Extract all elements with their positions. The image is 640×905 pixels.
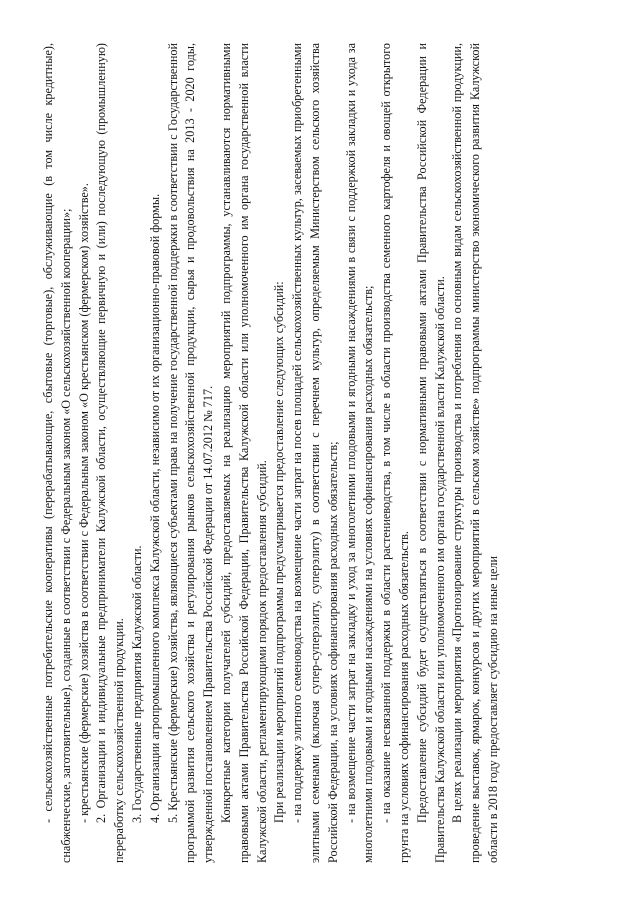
paragraph-crop-support: - на оказание несвязанной поддержки в области растениеводства, в том числе в области производства семенного картофеля и овощей открытого грунта на условиях софинансирования расходных обязательств.	[379, 42, 411, 863]
paragraph-recipient-categories: Конкретные категории получателей субсидий, предоставляемых на реализацию мероприятий подпрограммы, устанавливаются нормативными правовыми актами Правительства Российской Федерации, Правительства Калужской области или уполномоченного им органа государственной власти Калужской области, регламентирующими порядок предоставления субсидий.	[218, 42, 269, 863]
paragraph-cooperatives: - сельскохозяйственные потребительские кооперативы (перерабатывающие, сбытовые (торговые), обслуживающие (в том числе кредитные), снабженческие, заготовительные), созданные в соответствии с Федеральным законом «О сельскохозяйственной кооперации»;	[41, 42, 73, 863]
paragraph-item-2: 2. Организации и индивидуальные предприниматели Калужской области, осуществляющие первичную и (или) последующую (промышленную) переработку сельскохозяйственной продукции.	[94, 42, 127, 863]
paragraph-farm-households: - крестьянские (фермерские) хозяйства в соответствии с Федеральным законом «О крестьянском (фермерском) хозяйстве».	[76, 182, 91, 823]
paragraph-item-5: 5. Крестьянские (фермерские) хозяйства, являющиеся субъектами права на получение государственной поддержки в соответствии с Государственной программой развития сельского хозяйства и регулирования рынков сельскохозяйственной продукции, сырья и продовольствия на 2013 - 2020 годы, утвержденной постановлением Правительства Российской Федерации от 14.07.2012 № 717.	[165, 42, 216, 863]
paragraph-subsidies-intro: При реализации мероприятий подпрограммы предусматривается предоставление следующих субсидий:	[272, 280, 287, 823]
paragraph-forecasting-measure: В целях реализации мероприятия «Прогнозирование структуры производства и потребления по основным видам сельскохозяйственной продукции, проведение выставок, ярмарок, конкурсов и других мероприятий в сельском хозяйстве» подпрограммы министерство экономического развития Калужской области в 2018 году предоставляет субсидию на иные цели	[450, 42, 500, 863]
paragraph-subsidy-provision: Предоставление субсидий будет осуществляться в соответствии с нормативными правовыми актами Правительства Российской Федерации и Правительства Калужской области или уполномоченного им органа государственной власти Калужской области.	[414, 42, 447, 863]
paragraph-item-4: 4. Организации агропромышленного комплекса Калужской области, независимо от их организационно-правовой формы.	[147, 193, 162, 823]
paragraph-perennial-plantings: - на возмещение части затрат на закладку и уход за многолетними плодовыми и ягодными насаждениями в связи с поддержкой закладки и ухода за многолетними плодовыми и ягодными насаждениями на условиях софинансирования расходных обязательств;	[343, 42, 376, 863]
rotated-text-body	[40, 43, 600, 863]
paragraph-elite-seeds: - на поддержку элитного семеноводства на возмещение части затрат на посев площадей сельскохозяйственных культур, засеваемых приобретенными элитными семенами (включая супер-суперэлиту, суперэлиту) в соответствии с перечнем культур, определяемым Министерством сельского хозяйства Российской Федерации, на условиях софинансирования расходных обязательств;	[290, 42, 340, 863]
paragraph-item-3: 3. Государственные предприятия Калужской области.	[129, 544, 144, 823]
